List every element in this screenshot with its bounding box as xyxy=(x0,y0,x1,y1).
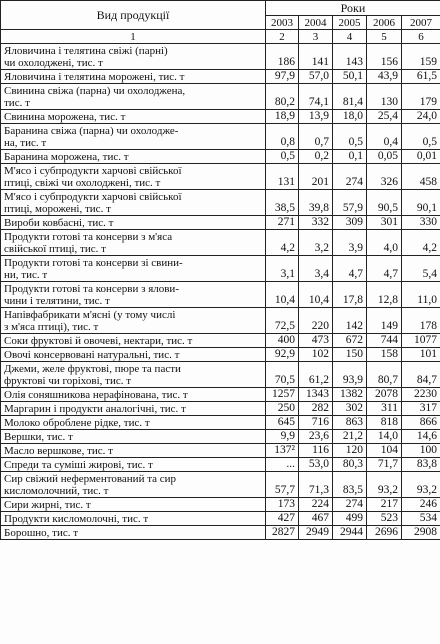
value-cell: 71,7 xyxy=(367,458,402,472)
table-row xyxy=(1,44,440,70)
product-name-cell xyxy=(1,388,266,402)
value-cell: 271 xyxy=(266,216,299,230)
value-cell: 3,2 xyxy=(299,230,333,256)
value-cell: 173 xyxy=(266,498,299,512)
product-name-line: М'ясо і субпродукти харчові свійської xyxy=(4,191,182,203)
value-cell: 18,9 xyxy=(266,110,299,124)
value-cell: 72,5 xyxy=(266,308,299,334)
product-name-line: Вироби ковбасні, тис. т xyxy=(4,217,114,229)
value-cell: 4,2 xyxy=(266,230,299,256)
column-index: 4 xyxy=(333,30,367,44)
value-cell: 744 xyxy=(367,334,402,348)
product-name-line: Маргарин і продукти аналогічні, тис. т xyxy=(4,403,186,415)
value-cell: 0,4 xyxy=(367,124,402,150)
value-cell: 97,9 xyxy=(266,70,299,84)
value-cell: 39,8 xyxy=(299,190,333,216)
product-name-line: Масло вершкове, тис. т xyxy=(4,445,113,457)
value-cell: 10,4 xyxy=(299,282,333,308)
value-cell: 473 xyxy=(299,334,333,348)
value-cell: 326 xyxy=(367,164,402,190)
value-cell: 93,2 xyxy=(367,472,402,498)
value-cell: 499 xyxy=(333,512,367,526)
value-cell: 220 xyxy=(299,308,333,334)
table-row xyxy=(1,458,440,472)
year-header: 2005 xyxy=(333,16,367,30)
product-name-line: Яловичина і телятина морожені, тис. т xyxy=(4,71,185,83)
product-name-line: Вершки, тис. т xyxy=(4,431,73,443)
value-cell: 14,6 xyxy=(402,430,440,444)
value-cell: 4,2 xyxy=(402,230,440,256)
value-cell: 0,7 xyxy=(299,124,333,150)
product-name-cell xyxy=(1,308,266,334)
value-cell: 818 xyxy=(367,416,402,430)
value-cell: 427 xyxy=(266,512,299,526)
column-index: 2 xyxy=(266,30,299,44)
value-cell: 250 xyxy=(266,402,299,416)
value-cell: 2908 xyxy=(402,526,440,540)
product-name-line: Сир свіжий неферментований та сир xyxy=(4,473,177,485)
table-row xyxy=(1,472,440,498)
product-name-cell xyxy=(1,472,266,498)
value-cell: 137² xyxy=(266,444,299,458)
table-row xyxy=(1,512,440,526)
product-name-cell xyxy=(1,164,266,190)
product-name-line: Молоко оброблене рідке, тис. т xyxy=(4,417,150,429)
value-cell: 18,0 xyxy=(333,110,367,124)
value-cell: 102 xyxy=(299,348,333,362)
value-cell: 92,9 xyxy=(266,348,299,362)
table-row xyxy=(1,388,440,402)
product-name-line: птиці, морожені, тис. т xyxy=(4,203,111,215)
year-header: 2004 xyxy=(299,16,333,30)
product-name-cell xyxy=(1,150,266,164)
value-cell: 309 xyxy=(333,216,367,230)
value-cell: 274 xyxy=(333,164,367,190)
value-cell: 38,5 xyxy=(266,190,299,216)
value-cell: 179 xyxy=(402,84,440,110)
value-cell: 61,5 xyxy=(402,70,440,84)
value-cell: 0,5 xyxy=(333,124,367,150)
product-name-cell xyxy=(1,70,266,84)
product-name-line: фруктові чи горіхові, тис. т xyxy=(4,375,132,387)
value-cell: 24,0 xyxy=(402,110,440,124)
value-cell: 43,9 xyxy=(367,70,402,84)
value-cell: 12,8 xyxy=(367,282,402,308)
product-name-line: Продукти готові та консерви з м'яса xyxy=(4,231,173,243)
value-cell: 217 xyxy=(367,498,402,512)
value-cell: 120 xyxy=(333,444,367,458)
value-cell: 101 xyxy=(402,348,440,362)
value-cell: 14,0 xyxy=(367,430,402,444)
value-cell: 332 xyxy=(299,216,333,230)
product-name-cell xyxy=(1,110,266,124)
value-cell: 2944 xyxy=(333,526,367,540)
value-cell: 178 xyxy=(402,308,440,334)
product-name-cell xyxy=(1,282,266,308)
product-name-line: Сири жирні, тис. т xyxy=(4,499,91,511)
product-name-line: тис. т xyxy=(4,97,30,109)
product-name-line: чини і телятини, тис. т xyxy=(4,295,110,307)
value-cell: 9,9 xyxy=(266,430,299,444)
value-cell: 4,7 xyxy=(333,256,367,282)
value-cell: 2078 xyxy=(367,388,402,402)
value-cell: 150 xyxy=(333,348,367,362)
product-name-line: Борошно, тис. т xyxy=(4,527,79,539)
product-name-cell xyxy=(1,216,266,230)
value-cell: 25,4 xyxy=(367,110,402,124)
value-cell: 71,3 xyxy=(299,472,333,498)
value-cell: 81,4 xyxy=(333,84,367,110)
value-cell: 2827 xyxy=(266,526,299,540)
value-cell: 11,0 xyxy=(402,282,440,308)
product-name-line: Свинина свіжа (парна) чи охолоджена, xyxy=(4,85,186,97)
table-row xyxy=(1,348,440,362)
value-cell: 83,5 xyxy=(333,472,367,498)
value-cell: 186 xyxy=(266,44,299,70)
value-cell: 672 xyxy=(333,334,367,348)
value-cell: 274 xyxy=(333,498,367,512)
value-cell: 84,7 xyxy=(402,362,440,388)
product-name-line: Баранина морожена, тис. т xyxy=(4,151,129,163)
product-name-line: М'ясо і субпродукти харчові свійської xyxy=(4,165,182,177)
product-type-header: Вид продукції xyxy=(1,1,266,30)
value-cell: 3,4 xyxy=(299,256,333,282)
table-row xyxy=(1,402,440,416)
value-cell: 116 xyxy=(299,444,333,458)
product-name-line: з м'яса птиці), тис. т xyxy=(4,321,99,333)
column-index: 5 xyxy=(367,30,402,44)
product-name-cell xyxy=(1,334,266,348)
value-cell: 70,5 xyxy=(266,362,299,388)
value-cell: 282 xyxy=(299,402,333,416)
value-cell: 2230 xyxy=(402,388,440,402)
value-cell: 50,1 xyxy=(333,70,367,84)
table-row xyxy=(1,190,440,216)
value-cell: 302 xyxy=(333,402,367,416)
value-cell: 0,5 xyxy=(402,124,440,150)
value-cell: 149 xyxy=(367,308,402,334)
value-cell: 246 xyxy=(402,498,440,512)
table-row xyxy=(1,430,440,444)
product-name-line: Соки фруктові й овочеві, нектари, тис. т xyxy=(4,335,193,347)
value-cell: 866 xyxy=(402,416,440,430)
value-cell: 0,05 xyxy=(367,150,402,164)
product-name-cell xyxy=(1,498,266,512)
product-name-cell xyxy=(1,512,266,526)
product-name-line: ни, тис. т xyxy=(4,269,48,281)
value-cell: 863 xyxy=(333,416,367,430)
product-name-cell xyxy=(1,526,266,540)
product-name-cell xyxy=(1,362,266,388)
value-cell: 142 xyxy=(333,308,367,334)
table-row xyxy=(1,230,440,256)
table-row xyxy=(1,110,440,124)
value-cell: 21,2 xyxy=(333,430,367,444)
product-name-line: Яловичина і телятина свіжі (парні) xyxy=(4,45,168,57)
value-cell: 57,0 xyxy=(299,70,333,84)
value-cell: 4,7 xyxy=(367,256,402,282)
value-cell: 131 xyxy=(266,164,299,190)
product-name-cell xyxy=(1,230,266,256)
column-index: 6 xyxy=(402,30,440,44)
value-cell: 645 xyxy=(266,416,299,430)
value-cell: 311 xyxy=(367,402,402,416)
years-header: Роки xyxy=(266,1,440,16)
value-cell: 1077 xyxy=(402,334,440,348)
value-cell: 74,1 xyxy=(299,84,333,110)
product-name-line: Продукти готові та консерви зі свини- xyxy=(4,257,183,269)
value-cell: 2949 xyxy=(299,526,333,540)
value-cell: 330 xyxy=(402,216,440,230)
table-row xyxy=(1,498,440,512)
table-row xyxy=(1,362,440,388)
value-cell: 0,2 xyxy=(299,150,333,164)
product-name-cell xyxy=(1,84,266,110)
value-cell: 4,0 xyxy=(367,230,402,256)
table-row xyxy=(1,308,440,334)
value-cell: 523 xyxy=(367,512,402,526)
product-name-line: Спреди та суміші жирові, тис. т xyxy=(4,459,153,471)
product-name-line: Напівфабрикати м'ясні (у тому числі xyxy=(4,309,176,321)
value-cell: 130 xyxy=(367,84,402,110)
product-name-cell xyxy=(1,458,266,472)
value-cell: 467 xyxy=(299,512,333,526)
product-name-line: птиці, свіжі чи охолоджені, тис. т xyxy=(4,177,161,189)
table-row xyxy=(1,256,440,282)
value-cell: 400 xyxy=(266,334,299,348)
product-name-cell xyxy=(1,44,266,70)
product-name-line: Олія соняшникова нерафінована, тис. т xyxy=(4,389,188,401)
value-cell: 61,2 xyxy=(299,362,333,388)
product-name-line: чи охолоджені, тис. т xyxy=(4,57,103,69)
year-header: 2003 xyxy=(266,16,299,30)
value-cell: 3,9 xyxy=(333,230,367,256)
value-cell: 0,01 xyxy=(402,150,440,164)
table-row xyxy=(1,282,440,308)
value-cell: 317 xyxy=(402,402,440,416)
product-name-line: Продукти кисломолочні, тис. т xyxy=(4,513,149,525)
product-name-line: на, тис. т xyxy=(4,137,47,149)
table-row xyxy=(1,444,440,458)
value-cell: 3,1 xyxy=(266,256,299,282)
column-index: 3 xyxy=(299,30,333,44)
table-row xyxy=(1,124,440,150)
value-cell: 2696 xyxy=(367,526,402,540)
product-name-line: Джеми, желе фруктові, пюре та пасти xyxy=(4,363,181,375)
value-cell: 1382 xyxy=(333,388,367,402)
value-cell: ... xyxy=(266,458,299,472)
value-cell: 83,8 xyxy=(402,458,440,472)
value-cell: 0,8 xyxy=(266,124,299,150)
value-cell: 1343 xyxy=(299,388,333,402)
value-cell: 93,9 xyxy=(333,362,367,388)
value-cell: 90,5 xyxy=(367,190,402,216)
value-cell: 10,4 xyxy=(266,282,299,308)
year-header: 2006 xyxy=(367,16,402,30)
product-name-line: Свинина морожена, тис. т xyxy=(4,111,126,123)
value-cell: 141 xyxy=(299,44,333,70)
product-name-line: кисломолочний, тис. т xyxy=(4,485,109,497)
product-name-line: свійської птиці, тис. т xyxy=(4,243,106,255)
table-body xyxy=(1,44,440,540)
year-header: 2007 xyxy=(402,16,440,30)
value-cell: 23,6 xyxy=(299,430,333,444)
value-cell: 224 xyxy=(299,498,333,512)
value-cell: 104 xyxy=(367,444,402,458)
value-cell: 0,5 xyxy=(266,150,299,164)
value-cell: 57,9 xyxy=(333,190,367,216)
value-cell: 57,7 xyxy=(266,472,299,498)
product-name-cell xyxy=(1,256,266,282)
table-row xyxy=(1,164,440,190)
value-cell: 13,9 xyxy=(299,110,333,124)
product-name-cell xyxy=(1,124,266,150)
value-cell: 201 xyxy=(299,164,333,190)
product-name-cell xyxy=(1,402,266,416)
value-cell: 80,7 xyxy=(367,362,402,388)
table-row xyxy=(1,216,440,230)
table-row xyxy=(1,416,440,430)
product-name-cell xyxy=(1,430,266,444)
value-cell: 80,3 xyxy=(333,458,367,472)
value-cell: 534 xyxy=(402,512,440,526)
product-name-line: Продукти готові та консерви з ялови- xyxy=(4,283,179,295)
value-cell: 143 xyxy=(333,44,367,70)
value-cell: 5,4 xyxy=(402,256,440,282)
value-cell: 156 xyxy=(367,44,402,70)
value-cell: 93,2 xyxy=(402,472,440,498)
value-cell: 1257 xyxy=(266,388,299,402)
value-cell: 53,0 xyxy=(299,458,333,472)
value-cell: 159 xyxy=(402,44,440,70)
value-cell: 0,1 xyxy=(333,150,367,164)
value-cell: 716 xyxy=(299,416,333,430)
product-name-cell xyxy=(1,190,266,216)
product-name-cell xyxy=(1,416,266,430)
value-cell: 17,8 xyxy=(333,282,367,308)
value-cell: 80,2 xyxy=(266,84,299,110)
product-name-cell xyxy=(1,348,266,362)
product-name-line: Баранина свіжа (парна) чи охолодже- xyxy=(4,125,179,137)
column-index: 1 xyxy=(1,30,266,44)
value-cell: 100 xyxy=(402,444,440,458)
value-cell: 158 xyxy=(367,348,402,362)
table-row xyxy=(1,70,440,84)
value-cell: 301 xyxy=(367,216,402,230)
table-row xyxy=(1,526,440,540)
value-cell: 458 xyxy=(402,164,440,190)
product-name-cell xyxy=(1,444,266,458)
table-row xyxy=(1,334,440,348)
product-name-line: Овочі консервовані натуральні, тис. т xyxy=(4,349,180,361)
value-cell: 90,1 xyxy=(402,190,440,216)
table-row xyxy=(1,150,440,164)
table-row xyxy=(1,84,440,110)
